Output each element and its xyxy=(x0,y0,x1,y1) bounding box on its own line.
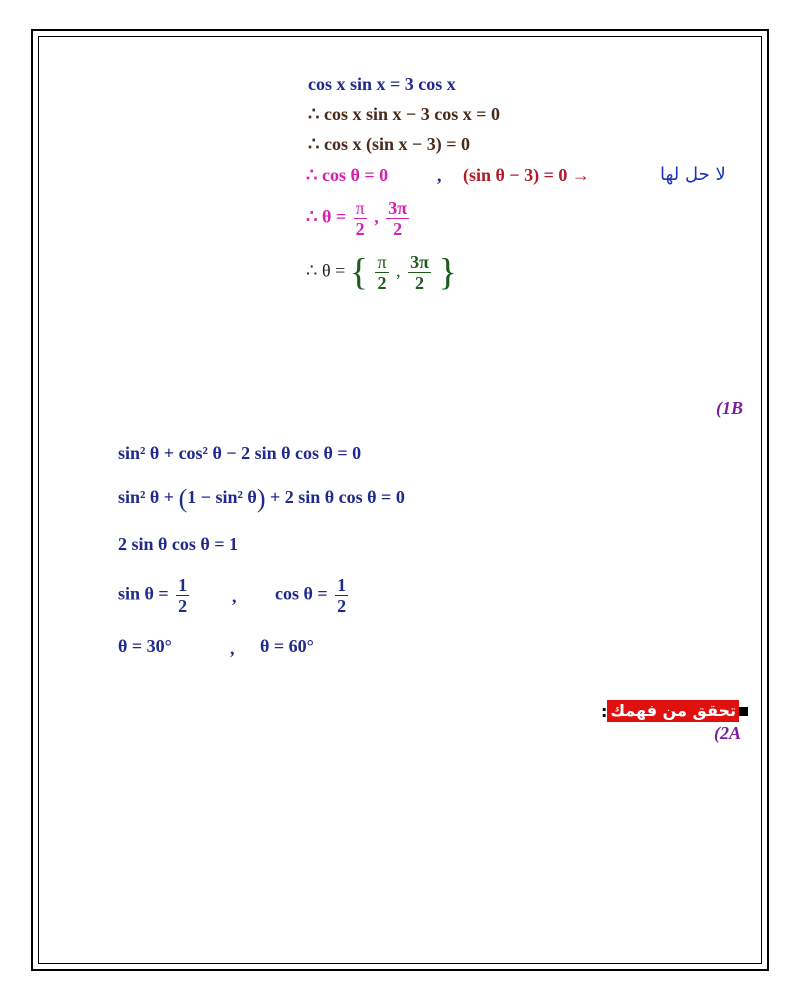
eq-line-1: cos x sin x = 3 cos x xyxy=(308,74,456,94)
eq-line-4b: (sin θ − 3) = 0 → xyxy=(463,165,590,185)
fraction-pi-over-2: $\frac{\pi}{2}$ xyxy=(355,198,365,239)
eq2-line-1: sin² θ + cos² θ − 2 sin θ cos θ = 0 xyxy=(118,443,362,463)
eq-line-6: ∴ θ = { $\frac{\pi}{2}$ , $\frac{3\pi}{2}$ } xyxy=(306,251,457,294)
check-understanding-label: تحقق من فهمك xyxy=(607,700,739,722)
comma-separator: , xyxy=(437,165,442,185)
fraction-one-half-a: $\frac{1}{2}$ xyxy=(178,575,188,616)
eq2-line-5b: θ = 60° xyxy=(260,636,314,656)
fraction-3pi-over-2: $\frac{3\pi}{2}$ xyxy=(388,198,408,239)
comma-separator-2: , xyxy=(232,586,237,606)
check-understanding-heading xyxy=(601,700,752,722)
eq-line-2: ∴ cos x sin x − 3 cos x = 0 xyxy=(308,104,500,124)
comma-separator-3: , xyxy=(230,638,235,658)
eq-line-3: ∴ cos x (sin x − 3) = 0 xyxy=(308,134,470,154)
check-colon: : xyxy=(601,701,608,721)
set-fraction-3pi-over-2: $\frac{3\pi}{2}$ xyxy=(410,252,429,293)
eq-line-5: ∴ θ = $\frac{\pi}{2}$ , $\frac{3\pi}{2}$ xyxy=(306,198,408,239)
eq-line-4a: ∴ cos θ = 0 xyxy=(306,165,389,185)
eq2-line-2: sin² θ + (1 − sin² θ) + 2 sin θ cos θ = 0 xyxy=(118,483,405,513)
eq2-line-4b: cos θ = $\frac{1}{2}$ xyxy=(275,575,347,616)
eq2-line-3: 2 sin θ cos θ = 1 xyxy=(118,534,239,554)
square-bullet-icon xyxy=(739,707,748,716)
fraction-one-half-b: $\frac{1}{2}$ xyxy=(337,575,347,616)
set-fraction-pi-over-2: $\frac{\pi}{2}$ xyxy=(377,252,387,293)
no-solution-note: لا حل لها xyxy=(660,164,726,185)
eq2-line-4a: sin θ = $\frac{1}{2}$ xyxy=(118,575,188,616)
eq2-line-5a: θ = 30° xyxy=(118,636,172,656)
label-2A: (2A xyxy=(714,723,741,743)
label-1B: (1B xyxy=(716,398,743,418)
